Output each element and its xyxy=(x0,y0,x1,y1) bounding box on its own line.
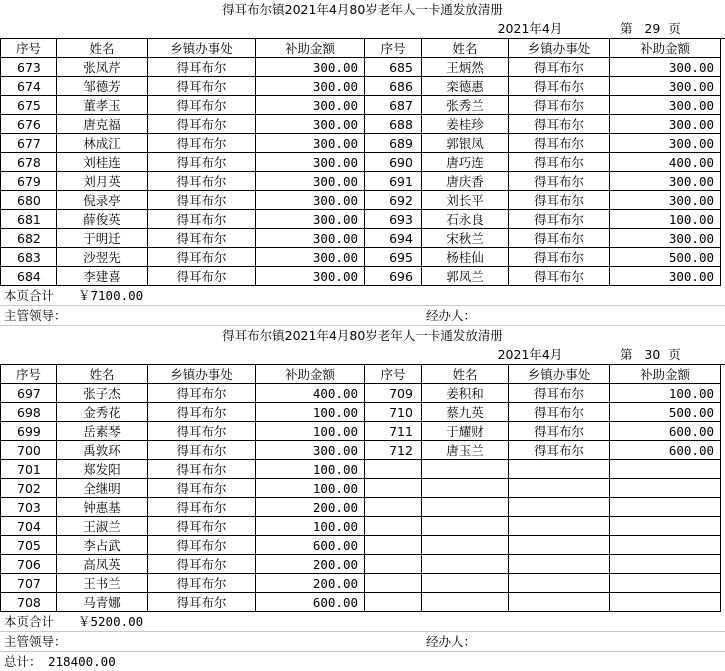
cell-town[interactable]: 得耳布尔 xyxy=(148,479,256,498)
cell-seq[interactable]: 676 xyxy=(0,115,57,134)
header-name: 姓名 xyxy=(57,365,148,384)
cell-name2[interactable]: 姜积和 xyxy=(422,384,509,403)
cell-town2[interactable]: 得耳布尔 xyxy=(509,210,610,229)
cell-name2[interactable]: 张秀兰 xyxy=(422,96,509,115)
cell-town[interactable]: 得耳布尔 xyxy=(148,593,256,612)
table-row xyxy=(0,498,725,517)
cell-seq2[interactable] xyxy=(365,479,422,498)
cell-amount[interactable]: 300.00 xyxy=(256,229,365,248)
header-town2: 乡镇办事处 xyxy=(509,365,610,384)
header-town: 乡镇办事处 xyxy=(148,39,256,58)
header-amount: 补助金额 xyxy=(256,365,365,384)
cell-amount[interactable]: 300.00 xyxy=(256,153,365,172)
cell-amount2[interactable] xyxy=(610,460,721,479)
page-total-value: ￥7100.00 xyxy=(78,288,144,303)
cell-seq2[interactable]: 695 xyxy=(365,248,422,267)
page-number: 第 30 页 xyxy=(620,347,681,362)
cell-amount2[interactable] xyxy=(610,479,721,498)
table-row xyxy=(0,172,725,191)
cell-seq2[interactable]: 688 xyxy=(365,115,422,134)
cell-town2[interactable]: 得耳布尔 xyxy=(509,77,610,96)
cell-seq[interactable]: 680 xyxy=(0,191,57,210)
cell-town2[interactable]: 得耳布尔 xyxy=(509,403,610,422)
cell-seq[interactable]: 704 xyxy=(0,517,57,536)
cell-amount2[interactable] xyxy=(610,593,721,612)
cell-amount[interactable]: 300.00 xyxy=(256,172,365,191)
cell-amount[interactable]: 300.00 xyxy=(256,191,365,210)
cell-seq[interactable]: 674 xyxy=(0,77,57,96)
table-row xyxy=(0,536,725,555)
cell-town[interactable]: 得耳布尔 xyxy=(148,555,256,574)
cell-name2[interactable]: 于耀财 xyxy=(422,422,509,441)
table-row xyxy=(0,574,725,593)
cell-amount[interactable]: 300.00 xyxy=(256,96,365,115)
header-town2: 乡镇办事处 xyxy=(509,39,610,58)
cell-town[interactable]: 得耳布尔 xyxy=(148,191,256,210)
cell-seq2[interactable]: 685 xyxy=(365,58,422,77)
cell-amount[interactable]: 100.00 xyxy=(256,460,365,479)
cell-amount[interactable]: 300.00 xyxy=(256,115,365,134)
header-amount2: 补助金额 xyxy=(610,39,721,58)
cell-amount[interactable]: 200.00 xyxy=(256,555,365,574)
cell-town[interactable]: 得耳布尔 xyxy=(148,96,256,115)
cell-name2[interactable]: 王炳然 xyxy=(422,58,509,77)
cell-amount2[interactable]: 500.00 xyxy=(610,248,721,267)
grand-total-row xyxy=(0,652,725,671)
cell-amount2[interactable]: 300.00 xyxy=(610,58,721,77)
cell-name2[interactable] xyxy=(422,593,509,612)
cell-seq[interactable]: 682 xyxy=(0,229,57,248)
header-name2: 姓名 xyxy=(422,365,509,384)
cell-amount2[interactable]: 300.00 xyxy=(610,172,721,191)
cell-town2[interactable]: 得耳布尔 xyxy=(509,191,610,210)
cell-amount2[interactable]: 300.00 xyxy=(610,267,721,286)
table-row xyxy=(0,210,725,229)
supervisor-label: 主管领导： xyxy=(4,634,67,649)
cell-amount2[interactable] xyxy=(610,498,721,517)
cell-town2[interactable]: 得耳布尔 xyxy=(509,58,610,77)
cell-amount[interactable]: 300.00 xyxy=(256,248,365,267)
cell-name2[interactable] xyxy=(422,555,509,574)
cell-seq[interactable]: 697 xyxy=(0,384,57,403)
cell-amount[interactable]: 600.00 xyxy=(256,593,365,612)
cell-amount2[interactable]: 400.00 xyxy=(610,153,721,172)
cell-seq[interactable]: 683 xyxy=(0,248,57,267)
cell-amount[interactable]: 300.00 xyxy=(256,134,365,153)
cell-seq[interactable]: 677 xyxy=(0,134,57,153)
header-seq: 序号 xyxy=(0,365,57,384)
cell-name2[interactable]: 郭银凤 xyxy=(422,134,509,153)
cell-town[interactable]: 得耳布尔 xyxy=(148,267,256,286)
cell-name[interactable]: 刘桂连 xyxy=(57,153,148,172)
cell-town[interactable]: 得耳布尔 xyxy=(148,134,256,153)
header-row xyxy=(0,364,725,384)
cell-seq[interactable]: 707 xyxy=(0,574,57,593)
cell-amount2[interactable] xyxy=(610,517,721,536)
header-amount: 补助金额 xyxy=(256,39,365,58)
cell-seq2[interactable]: 686 xyxy=(365,77,422,96)
cell-town[interactable]: 得耳布尔 xyxy=(148,574,256,593)
cell-town2[interactable]: 得耳布尔 xyxy=(509,422,610,441)
table-row xyxy=(0,248,725,267)
cell-name2[interactable]: 刘长平 xyxy=(422,191,509,210)
page-total-row xyxy=(0,286,725,306)
table-row xyxy=(0,555,725,574)
cell-seq[interactable]: 675 xyxy=(0,96,57,115)
cell-name2[interactable]: 栾德惠 xyxy=(422,77,509,96)
cell-seq2[interactable]: 709 xyxy=(365,384,422,403)
table-row xyxy=(0,229,725,248)
cell-name2[interactable] xyxy=(422,536,509,555)
header-seq: 序号 xyxy=(0,39,57,58)
cell-town2[interactable]: 得耳布尔 xyxy=(509,134,610,153)
cell-town[interactable]: 得耳布尔 xyxy=(148,248,256,267)
cell-town[interactable]: 得耳布尔 xyxy=(148,172,256,191)
cell-amount2[interactable]: 500.00 xyxy=(610,403,721,422)
cell-town[interactable]: 得耳布尔 xyxy=(148,498,256,517)
cell-amount[interactable]: 300.00 xyxy=(256,267,365,286)
handler-label: 经办人： xyxy=(426,308,477,323)
grand-total-label: 总计： xyxy=(4,654,42,669)
cell-seq2[interactable]: 689 xyxy=(365,134,422,153)
cell-amount2[interactable]: 100.00 xyxy=(610,384,721,403)
cell-seq[interactable]: 708 xyxy=(0,593,57,612)
cell-town2[interactable] xyxy=(509,479,610,498)
cell-name[interactable]: 倪录亭 xyxy=(57,191,148,210)
cell-town[interactable]: 得耳布尔 xyxy=(148,229,256,248)
cell-name2[interactable]: 姜桂珍 xyxy=(422,115,509,134)
cell-amount[interactable]: 200.00 xyxy=(256,574,365,593)
title-row xyxy=(0,326,725,345)
page-total-label: 本页合计 xyxy=(4,288,55,303)
cell-name2[interactable]: 唐玉兰 xyxy=(422,441,509,460)
cell-name[interactable]: 林成江 xyxy=(57,134,148,153)
cell-seq[interactable]: 702 xyxy=(0,479,57,498)
cell-amount2[interactable]: 600.00 xyxy=(610,441,721,460)
cell-town2[interactable] xyxy=(509,593,610,612)
cell-seq[interactable]: 700 xyxy=(0,441,57,460)
cell-seq[interactable]: 684 xyxy=(0,267,57,286)
cell-name[interactable]: 全继明 xyxy=(57,479,148,498)
cell-name2[interactable]: 蔡九英 xyxy=(422,403,509,422)
cell-amount[interactable]: 300.00 xyxy=(256,58,365,77)
cell-name2[interactable]: 唐巧连 xyxy=(422,153,509,172)
cell-name2[interactable]: 杨桂仙 xyxy=(422,248,509,267)
table-row xyxy=(0,460,725,479)
cell-town[interactable]: 得耳布尔 xyxy=(148,115,256,134)
cell-amount2[interactable] xyxy=(610,555,721,574)
sheet-title: 得耳布尔镇2021年4月80岁老年人一卡通发放清册 xyxy=(222,328,503,343)
header-amount2: 补助金额 xyxy=(610,365,721,384)
cell-seq[interactable]: 698 xyxy=(0,403,57,422)
signature-row xyxy=(0,306,725,326)
table-row xyxy=(0,403,725,422)
cell-name[interactable]: 李建喜 xyxy=(57,267,148,286)
cell-amount2[interactable]: 600.00 xyxy=(610,422,721,441)
cell-town2[interactable]: 得耳布尔 xyxy=(509,267,610,286)
cell-seq2[interactable]: 692 xyxy=(365,191,422,210)
header-seq2: 序号 xyxy=(365,365,422,384)
cell-amount[interactable]: 200.00 xyxy=(256,498,365,517)
table-row xyxy=(0,384,725,403)
supervisor-label: 主管领导： xyxy=(4,308,67,323)
cell-seq[interactable]: 679 xyxy=(0,172,57,191)
cell-town2[interactable] xyxy=(509,517,610,536)
page-total-row xyxy=(0,612,725,632)
cell-name2[interactable] xyxy=(422,498,509,517)
cell-amount[interactable]: 100.00 xyxy=(256,403,365,422)
cell-town[interactable]: 得耳布尔 xyxy=(148,536,256,555)
cell-town2[interactable]: 得耳布尔 xyxy=(509,172,610,191)
cell-seq2[interactable]: 694 xyxy=(365,229,422,248)
cell-seq2[interactable]: 693 xyxy=(365,210,422,229)
cell-seq[interactable]: 681 xyxy=(0,210,57,229)
page-number: 第 29 页 xyxy=(620,21,681,36)
cell-amount2[interactable]: 300.00 xyxy=(610,77,721,96)
cell-town2[interactable] xyxy=(509,498,610,517)
cell-name[interactable]: 薛俊英 xyxy=(57,210,148,229)
cell-amount[interactable]: 100.00 xyxy=(256,517,365,536)
cell-town2[interactable]: 得耳布尔 xyxy=(509,441,610,460)
table-row xyxy=(0,153,725,172)
cell-name2[interactable] xyxy=(422,460,509,479)
cell-town[interactable]: 得耳布尔 xyxy=(148,153,256,172)
cell-seq[interactable]: 701 xyxy=(0,460,57,479)
month-label: 2021年4月 xyxy=(497,347,563,362)
cell-town2[interactable]: 得耳布尔 xyxy=(509,384,610,403)
header-name2: 姓名 xyxy=(422,39,509,58)
cell-town[interactable]: 得耳布尔 xyxy=(148,441,256,460)
cell-amount[interactable]: 100.00 xyxy=(256,479,365,498)
month-label: 2021年4月 xyxy=(497,21,563,36)
cell-name[interactable]: 钟惠基 xyxy=(57,498,148,517)
header-name: 姓名 xyxy=(57,39,148,58)
cell-name2[interactable] xyxy=(422,574,509,593)
cell-amount2[interactable]: 300.00 xyxy=(610,115,721,134)
cell-town[interactable]: 得耳布尔 xyxy=(148,210,256,229)
cell-seq2[interactable] xyxy=(365,460,422,479)
cell-town[interactable]: 得耳布尔 xyxy=(148,77,256,96)
cell-seq2[interactable]: 711 xyxy=(365,422,422,441)
cell-name[interactable]: 刘月英 xyxy=(57,172,148,191)
table-row xyxy=(0,58,725,77)
cell-seq2[interactable] xyxy=(365,555,422,574)
cell-amount[interactable]: 300.00 xyxy=(256,210,365,229)
cell-name[interactable]: 邹德芳 xyxy=(57,77,148,96)
header-seq2: 序号 xyxy=(365,39,422,58)
cell-seq2[interactable]: 691 xyxy=(365,172,422,191)
signature-row xyxy=(0,632,725,652)
cell-seq[interactable]: 699 xyxy=(0,422,57,441)
cell-name2[interactable] xyxy=(422,479,509,498)
table-row xyxy=(0,115,725,134)
cell-town2[interactable]: 得耳布尔 xyxy=(509,153,610,172)
sheet-title: 得耳布尔镇2021年4月80岁老年人一卡通发放清册 xyxy=(222,2,503,17)
cell-town2[interactable]: 得耳布尔 xyxy=(509,248,610,267)
grand-total-value: 218400.00 xyxy=(48,654,116,669)
cell-amount2[interactable]: 300.00 xyxy=(610,96,721,115)
table-row xyxy=(0,267,725,286)
cell-name[interactable]: 张凤芹 xyxy=(57,58,148,77)
cell-seq[interactable]: 673 xyxy=(0,58,57,77)
cell-amount[interactable]: 300.00 xyxy=(256,77,365,96)
cell-name2[interactable]: 郭凤兰 xyxy=(422,267,509,286)
cell-name[interactable]: 王淑兰 xyxy=(57,517,148,536)
cell-town2[interactable]: 得耳布尔 xyxy=(509,115,610,134)
page-total-value: ￥5200.00 xyxy=(78,614,144,629)
cell-seq2[interactable] xyxy=(365,536,422,555)
cell-name[interactable]: 唐克福 xyxy=(57,115,148,134)
table-row xyxy=(0,479,725,498)
cell-amount[interactable]: 400.00 xyxy=(256,384,365,403)
cell-seq2[interactable] xyxy=(365,498,422,517)
cell-town[interactable]: 得耳布尔 xyxy=(148,403,256,422)
cell-town2[interactable]: 得耳布尔 xyxy=(509,229,610,248)
table-row xyxy=(0,191,725,210)
header-row xyxy=(0,38,725,58)
cell-seq2[interactable]: 712 xyxy=(365,441,422,460)
cell-name[interactable]: 马青娜 xyxy=(57,593,148,612)
table-row xyxy=(0,77,725,96)
table-row xyxy=(0,134,725,153)
cell-amount2[interactable] xyxy=(610,574,721,593)
page-total-label: 本页合计 xyxy=(4,614,55,629)
cell-town[interactable]: 得耳布尔 xyxy=(148,58,256,77)
cell-name[interactable]: 张子杰 xyxy=(57,384,148,403)
cell-town[interactable]: 得耳布尔 xyxy=(148,384,256,403)
cell-town2[interactable] xyxy=(509,460,610,479)
cell-name[interactable]: 高凤英 xyxy=(57,555,148,574)
table-row xyxy=(0,593,725,612)
cell-seq2[interactable]: 696 xyxy=(365,267,422,286)
month-row xyxy=(0,19,725,38)
cell-name2[interactable]: 唐庆香 xyxy=(422,172,509,191)
month-row xyxy=(0,345,725,364)
title-row xyxy=(0,0,725,19)
cell-town[interactable]: 得耳布尔 xyxy=(148,422,256,441)
cell-seq2[interactable]: 687 xyxy=(365,96,422,115)
cell-amount2[interactable]: 300.00 xyxy=(610,134,721,153)
cell-town2[interactable] xyxy=(509,574,610,593)
cell-name[interactable]: 王书兰 xyxy=(57,574,148,593)
cell-name[interactable]: 禹敦环 xyxy=(57,441,148,460)
header-town: 乡镇办事处 xyxy=(148,365,256,384)
cell-name[interactable]: 岳素琴 xyxy=(57,422,148,441)
cell-amount[interactable]: 300.00 xyxy=(256,441,365,460)
cell-seq[interactable]: 678 xyxy=(0,153,57,172)
cell-town2[interactable] xyxy=(509,555,610,574)
cell-seq[interactable]: 706 xyxy=(0,555,57,574)
table-row xyxy=(0,422,725,441)
cell-amount2[interactable] xyxy=(610,536,721,555)
cell-name2[interactable] xyxy=(422,517,509,536)
cell-amount2[interactable]: 300.00 xyxy=(610,191,721,210)
cell-town[interactable]: 得耳布尔 xyxy=(148,517,256,536)
cell-amount2[interactable]: 300.00 xyxy=(610,229,721,248)
cell-name[interactable]: 金秀花 xyxy=(57,403,148,422)
cell-seq2[interactable] xyxy=(365,593,422,612)
table-row xyxy=(0,517,725,536)
cell-amount[interactable]: 600.00 xyxy=(256,536,365,555)
cell-seq2[interactable] xyxy=(365,517,422,536)
cell-town2[interactable]: 得耳布尔 xyxy=(509,96,610,115)
table-row xyxy=(0,441,725,460)
cell-seq[interactable]: 703 xyxy=(0,498,57,517)
cell-town[interactable]: 得耳布尔 xyxy=(148,460,256,479)
table-row xyxy=(0,96,725,115)
cell-town2[interactable] xyxy=(509,536,610,555)
cell-name2[interactable]: 宋秋兰 xyxy=(422,229,509,248)
cell-seq2[interactable]: 690 xyxy=(365,153,422,172)
cell-name2[interactable]: 石永良 xyxy=(422,210,509,229)
cell-seq[interactable]: 705 xyxy=(0,536,57,555)
cell-name[interactable]: 李占武 xyxy=(57,536,148,555)
cell-name[interactable]: 沙翌先 xyxy=(57,248,148,267)
handler-label: 经办人： xyxy=(426,634,477,649)
cell-seq2[interactable]: 710 xyxy=(365,403,422,422)
cell-amount[interactable]: 100.00 xyxy=(256,422,365,441)
cell-seq2[interactable] xyxy=(365,574,422,593)
cell-name[interactable]: 董孝玉 xyxy=(57,96,148,115)
cell-name[interactable]: 郑发阳 xyxy=(57,460,148,479)
cell-name[interactable]: 于明迁 xyxy=(57,229,148,248)
cell-amount2[interactable]: 100.00 xyxy=(610,210,721,229)
